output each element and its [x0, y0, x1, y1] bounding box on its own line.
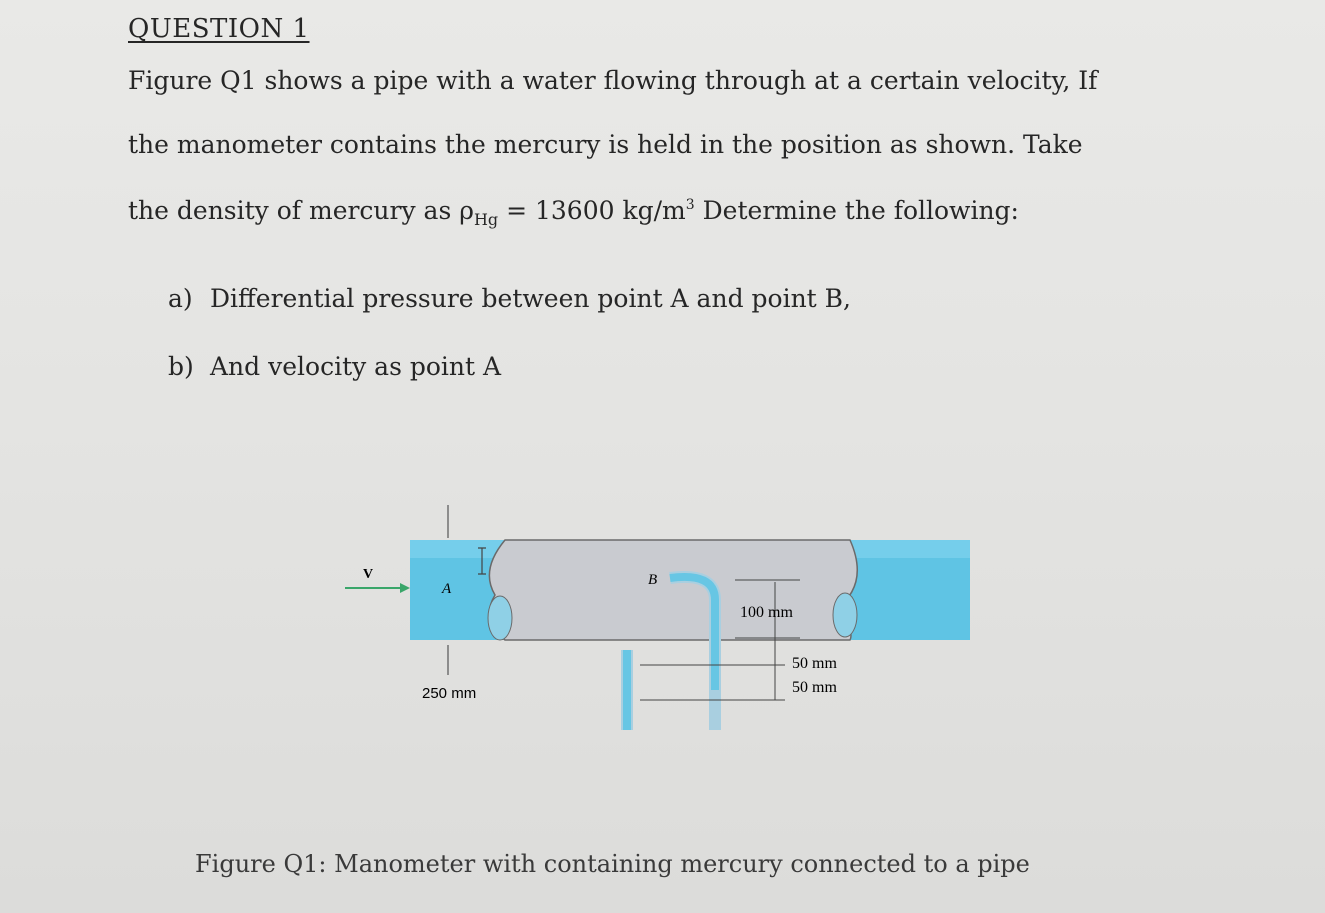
pipe-manometer-figure — [330, 500, 990, 730]
rho-subscript: Hg — [473, 210, 499, 229]
velocity-arrowhead — [400, 583, 410, 593]
item-text: Differential pressure between point A and point B, — [210, 284, 851, 313]
dim-50-bottom-label: 50 mm — [792, 679, 837, 696]
line3-tail: Determine the following: — [694, 196, 1019, 225]
item-text: And velocity as point A — [210, 352, 502, 381]
pipe-body — [489, 540, 857, 640]
pipe-end-left — [488, 596, 512, 640]
list-item — [168, 284, 851, 313]
pipe-end-right — [833, 593, 857, 637]
question-text-line-1: Figure Q1 shows a pipe with a water flowing through at a certain velocity, If — [128, 66, 1098, 95]
item-marker: b) — [168, 352, 194, 381]
question-text-line-2: the manometer contains the mercury is held in the position as shown. Take — [128, 130, 1083, 159]
diameter-label: 250 mm — [422, 685, 477, 702]
question-heading: QUESTION 1 — [128, 14, 310, 44]
point-a-label: A — [442, 581, 452, 597]
dim-50-top-label: 50 mm — [792, 655, 837, 672]
rho-symbol: ρ — [459, 196, 474, 225]
dim-100-label: 100 mm — [740, 604, 793, 621]
line3-lead: the density of mercury as — [128, 196, 460, 225]
figure-caption: Figure Q1: Manometer with containing mercury connected to a pipe — [195, 850, 1030, 878]
question-text-line-3 — [128, 196, 1019, 229]
item-marker: a) — [168, 284, 193, 313]
list-item — [168, 352, 501, 381]
velocity-label: V — [363, 567, 374, 582]
unit-exponent: 3 — [685, 197, 695, 213]
point-b-label: B — [648, 572, 658, 588]
density-value: = 13600 kg/m — [498, 196, 686, 225]
